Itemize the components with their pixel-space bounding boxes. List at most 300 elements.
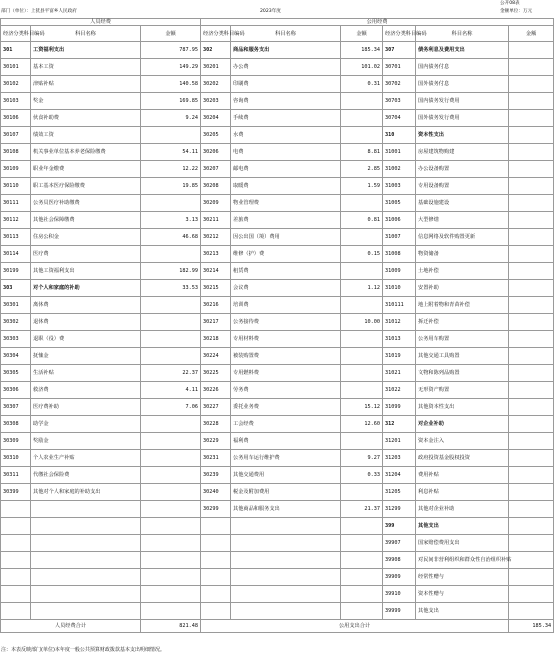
public-section-header: 公用经费 <box>201 19 554 26</box>
other-amount-cell <box>509 501 554 518</box>
personnel-code-cell: 30310 <box>1 450 31 467</box>
other-amount-cell <box>509 552 554 569</box>
personnel-code-cell: 30311 <box>1 467 31 484</box>
other-code-cell: 31021 <box>383 365 416 382</box>
goods-amount-cell: 0.81 <box>341 212 383 229</box>
personnel-amount-cell <box>141 246 201 263</box>
personnel-name-cell: 退休费 <box>31 314 141 331</box>
goods-amount-cell: 0.15 <box>341 246 383 263</box>
other-code-cell: 30701 <box>383 59 416 76</box>
personnel-code-cell <box>1 535 31 552</box>
other-name-cell: 大型修缮 <box>416 212 509 229</box>
goods-code-cell: 30231 <box>201 450 231 467</box>
goods-code-cell: 30204 <box>201 110 231 127</box>
goods-name-cell: 手续费 <box>231 110 341 127</box>
table-row <box>1 212 554 229</box>
goods-code-cell: 30205 <box>201 127 231 144</box>
personnel-name-cell: 医疗费 <box>31 246 141 263</box>
personnel-amount-cell <box>141 484 201 501</box>
col-header-amount: 金额 <box>141 26 201 42</box>
goods-amount-cell: 15.12 <box>341 399 383 416</box>
goods-code-cell: 30211 <box>201 212 231 229</box>
goods-code-cell <box>201 569 231 586</box>
goods-code-cell: 30227 <box>201 399 231 416</box>
other-code-cell: 31002 <box>383 161 416 178</box>
other-name-cell: 办公设备购置 <box>416 161 509 178</box>
other-amount-cell <box>509 467 554 484</box>
table-row <box>1 518 554 535</box>
personnel-amount-cell: 12.22 <box>141 161 201 178</box>
goods-code-cell <box>201 552 231 569</box>
other-amount-cell <box>509 59 554 76</box>
personnel-name-cell <box>31 603 141 620</box>
goods-amount-cell: 0.33 <box>341 467 383 484</box>
expenditure-table <box>0 18 554 633</box>
table-row <box>1 229 554 246</box>
personnel-amount-cell: 22.37 <box>141 365 201 382</box>
goods-code-cell: 30212 <box>201 229 231 246</box>
goods-code-cell: 30207 <box>201 161 231 178</box>
goods-amount-cell <box>341 535 383 552</box>
personnel-amount-cell <box>141 467 201 484</box>
table-row <box>1 484 554 501</box>
other-amount-cell <box>509 518 554 535</box>
personnel-name-cell: 对个人和家庭的补助 <box>31 280 141 297</box>
personnel-name-cell: 职工基本医疗保险缴费 <box>31 178 141 195</box>
other-name-cell: 国外债务发行费用 <box>416 110 509 127</box>
other-code-cell: 31005 <box>383 195 416 212</box>
other-code-cell: 310 <box>383 127 416 144</box>
personnel-amount-cell <box>141 552 201 569</box>
goods-amount-cell <box>341 263 383 280</box>
other-name-cell: 资本金注入 <box>416 433 509 450</box>
goods-code-cell: 30229 <box>201 433 231 450</box>
personnel-amount-cell <box>141 603 201 620</box>
goods-amount-cell: 2.85 <box>341 161 383 178</box>
goods-code-cell: 30218 <box>201 331 231 348</box>
goods-name-cell: 物业管理费 <box>231 195 341 212</box>
goods-name-cell: 维修（护）费 <box>231 246 341 263</box>
personnel-name-cell: 基本工资 <box>31 59 141 76</box>
personnel-name-cell: 离休费 <box>31 297 141 314</box>
goods-name-cell: 邮电费 <box>231 161 341 178</box>
col-header-name: 科目名称 <box>416 26 509 42</box>
other-name-cell: 地上附着物和青苗补偿 <box>416 297 509 314</box>
table-row <box>1 569 554 586</box>
goods-name-cell: 商品和服务支出 <box>231 42 341 59</box>
personnel-amount-cell: 3.13 <box>141 212 201 229</box>
goods-amount-cell: 9.27 <box>341 450 383 467</box>
other-code-cell: 39909 <box>383 569 416 586</box>
personnel-amount-cell <box>141 518 201 535</box>
personnel-amount-cell <box>141 348 201 365</box>
personnel-amount-cell <box>141 127 201 144</box>
goods-code-cell: 30228 <box>201 416 231 433</box>
personnel-name-cell: 职业年金缴费 <box>31 161 141 178</box>
personnel-amount-cell <box>141 569 201 586</box>
table-row <box>1 552 554 569</box>
table-row <box>1 110 554 127</box>
other-name-cell: 物资储备 <box>416 246 509 263</box>
goods-code-cell: 30213 <box>201 246 231 263</box>
table-row <box>1 144 554 161</box>
personnel-code-cell: 30309 <box>1 433 31 450</box>
department-label: 部门（单位）：上犹县平富乡人民政府 <box>1 9 77 14</box>
goods-amount-cell: 1.59 <box>341 178 383 195</box>
other-name-cell: 对企业补助 <box>416 416 509 433</box>
table-row <box>1 246 554 263</box>
other-amount-cell <box>509 297 554 314</box>
other-amount-cell <box>509 161 554 178</box>
personnel-name-cell: 公务员医疗补助缴费 <box>31 195 141 212</box>
other-amount-cell <box>509 535 554 552</box>
other-name-cell: 土地补偿 <box>416 263 509 280</box>
personnel-code-cell: 30199 <box>1 263 31 280</box>
other-code-cell: 31022 <box>383 382 416 399</box>
goods-amount-cell <box>341 348 383 365</box>
personnel-name-cell: 奖金 <box>31 93 141 110</box>
other-code-cell: 31019 <box>383 348 416 365</box>
col-header-name: 科目名称 <box>231 26 341 42</box>
goods-code-cell: 30217 <box>201 314 231 331</box>
goods-name-cell: 专用燃料费 <box>231 365 341 382</box>
other-name-cell: 文物和陈列品购置 <box>416 365 509 382</box>
other-code-cell: 31010 <box>383 280 416 297</box>
personnel-name-cell: 其他工资福利支出 <box>31 263 141 280</box>
other-name-cell: 其他对企业补助 <box>416 501 509 518</box>
goods-amount-cell <box>341 518 383 535</box>
goods-amount-cell <box>341 603 383 620</box>
other-code-cell: 30702 <box>383 76 416 93</box>
other-name-cell: 国内债务发行费用 <box>416 93 509 110</box>
other-name-cell: 资本性赠与 <box>416 586 509 603</box>
goods-amount-cell <box>341 586 383 603</box>
table-row <box>1 93 554 110</box>
goods-amount-cell: 101.02 <box>341 59 383 76</box>
personnel-code-cell: 301 <box>1 42 31 59</box>
other-name-cell: 其他资本性支出 <box>416 399 509 416</box>
personnel-code-cell: 30113 <box>1 229 31 246</box>
personnel-code-cell <box>1 552 31 569</box>
other-amount-cell <box>509 280 554 297</box>
goods-code-cell: 30202 <box>201 76 231 93</box>
personnel-name-cell: 工资福利支出 <box>31 42 141 59</box>
table-row <box>1 603 554 620</box>
goods-code-cell: 30224 <box>201 348 231 365</box>
personnel-name-cell: 津贴补贴 <box>31 76 141 93</box>
other-name-cell: 国内债务付息 <box>416 59 509 76</box>
other-code-cell: 31007 <box>383 229 416 246</box>
goods-code-cell <box>201 518 231 535</box>
other-name-cell: 安置补助 <box>416 280 509 297</box>
other-code-cell: 31099 <box>383 399 416 416</box>
personnel-name-cell: 代缴社会保险费 <box>31 467 141 484</box>
other-name-cell: 其他支出 <box>416 518 509 535</box>
other-amount-cell <box>509 331 554 348</box>
other-amount-cell <box>509 450 554 467</box>
goods-amount-cell <box>341 382 383 399</box>
other-code-cell: 31009 <box>383 263 416 280</box>
other-name-cell: 经常性赠与 <box>416 569 509 586</box>
table-row <box>1 59 554 76</box>
goods-amount-cell <box>341 297 383 314</box>
goods-code-cell: 30203 <box>201 93 231 110</box>
other-code-cell: 31006 <box>383 212 416 229</box>
report-year: 2023年度 <box>260 9 281 14</box>
table-row <box>1 399 554 416</box>
personnel-amount-cell: 182.99 <box>141 263 201 280</box>
personnel-total-label: 人员经费合计 <box>1 620 141 633</box>
other-code-cell: 31008 <box>383 246 416 263</box>
goods-code-cell: 30206 <box>201 144 231 161</box>
goods-amount-cell: 0.31 <box>341 76 383 93</box>
other-code-cell: 31205 <box>383 484 416 501</box>
personnel-name-cell <box>31 518 141 535</box>
other-code-cell: 310111 <box>383 297 416 314</box>
personnel-code-cell: 303 <box>1 280 31 297</box>
goods-name-cell: 培训费 <box>231 297 341 314</box>
goods-amount-cell: 21.37 <box>341 501 383 518</box>
other-amount-cell <box>509 195 554 212</box>
personnel-code-cell <box>1 586 31 603</box>
goods-name-cell: 其他商品和服务支出 <box>231 501 341 518</box>
goods-code-cell <box>201 535 231 552</box>
personnel-name-cell: 伙食补助费 <box>31 110 141 127</box>
table-row <box>1 127 554 144</box>
personnel-code-cell: 30111 <box>1 195 31 212</box>
personnel-code-cell: 30301 <box>1 297 31 314</box>
other-amount-cell <box>509 93 554 110</box>
table-row <box>1 297 554 314</box>
personnel-code-cell: 30107 <box>1 127 31 144</box>
personnel-amount-cell <box>141 501 201 518</box>
table-row <box>1 450 554 467</box>
goods-name-cell: 税金及附加费用 <box>231 484 341 501</box>
goods-name-cell: 差旅费 <box>231 212 341 229</box>
goods-name-cell <box>231 586 341 603</box>
personnel-total-value: 821.48 <box>141 620 201 633</box>
goods-code-cell: 30225 <box>201 365 231 382</box>
personnel-code-cell: 30109 <box>1 161 31 178</box>
goods-code-cell: 30214 <box>201 263 231 280</box>
table-row <box>1 348 554 365</box>
goods-name-cell: 因公出国（境）费用 <box>231 229 341 246</box>
goods-name-cell: 公务用车运行维护费 <box>231 450 341 467</box>
personnel-code-cell <box>1 518 31 535</box>
personnel-name-cell: 机关事业单位基本养老保险缴费 <box>31 144 141 161</box>
public-total-value: 185.34 <box>509 620 554 633</box>
personnel-code-cell: 30106 <box>1 110 31 127</box>
other-name-cell: 资本性支出 <box>416 127 509 144</box>
goods-code-cell: 30215 <box>201 280 231 297</box>
goods-amount-cell <box>341 127 383 144</box>
personnel-amount-cell <box>141 586 201 603</box>
other-amount-cell <box>509 144 554 161</box>
table-row <box>1 76 554 93</box>
other-code-cell: 31204 <box>383 467 416 484</box>
goods-code-cell: 30226 <box>201 382 231 399</box>
other-amount-cell <box>509 212 554 229</box>
goods-name-cell <box>231 518 341 535</box>
goods-amount-cell <box>341 484 383 501</box>
other-amount-cell <box>509 246 554 263</box>
goods-code-cell: 30208 <box>201 178 231 195</box>
goods-amount-cell: 185.34 <box>341 42 383 59</box>
personnel-amount-cell: 149.29 <box>141 59 201 76</box>
table-row <box>1 178 554 195</box>
goods-amount-cell <box>341 552 383 569</box>
personnel-code-cell <box>1 569 31 586</box>
other-name-cell: 公务用车购置 <box>416 331 509 348</box>
other-amount-cell <box>509 365 554 382</box>
other-code-cell: 399 <box>383 518 416 535</box>
table-row <box>1 161 554 178</box>
table-row <box>1 433 554 450</box>
other-amount-cell <box>509 416 554 433</box>
other-name-cell: 国家赔偿费用支出 <box>416 535 509 552</box>
other-amount-cell <box>509 263 554 280</box>
personnel-code-cell: 30304 <box>1 348 31 365</box>
goods-amount-cell <box>341 229 383 246</box>
personnel-name-cell <box>31 569 141 586</box>
other-name-cell: 其他交通工具购置 <box>416 348 509 365</box>
other-amount-cell <box>509 76 554 93</box>
personnel-amount-cell: 46.68 <box>141 229 201 246</box>
other-name-cell: 利息补贴 <box>416 484 509 501</box>
personnel-amount-cell: 787.95 <box>141 42 201 59</box>
amount-unit: 金额单位：万元 <box>500 9 533 14</box>
goods-name-cell: 公务接待费 <box>231 314 341 331</box>
personnel-name-cell <box>31 552 141 569</box>
goods-name-cell: 被装购置费 <box>231 348 341 365</box>
other-name-cell: 基础设施建设 <box>416 195 509 212</box>
other-name-cell: 债务利息及费用支出 <box>416 42 509 59</box>
personnel-code-cell: 30303 <box>1 331 31 348</box>
goods-name-cell: 办公费 <box>231 59 341 76</box>
personnel-amount-cell <box>141 314 201 331</box>
personnel-code-cell: 30102 <box>1 76 31 93</box>
personnel-amount-cell: 19.85 <box>141 178 201 195</box>
goods-amount-cell <box>341 93 383 110</box>
goods-code-cell: 30240 <box>201 484 231 501</box>
personnel-name-cell: 退职（役）费 <box>31 331 141 348</box>
personnel-amount-cell: 4.11 <box>141 382 201 399</box>
goods-name-cell: 电费 <box>231 144 341 161</box>
personnel-code-cell: 30308 <box>1 416 31 433</box>
other-name-cell: 对民间非营利组织和群众性自治组织补贴 <box>416 552 509 569</box>
personnel-code-cell: 30302 <box>1 314 31 331</box>
other-amount-cell <box>509 178 554 195</box>
goods-code-cell: 30239 <box>201 467 231 484</box>
personnel-name-cell: 医疗费补助 <box>31 399 141 416</box>
personnel-code-cell <box>1 603 31 620</box>
personnel-name-cell: 其他对个人和家庭的补助支出 <box>31 484 141 501</box>
personnel-code-cell <box>1 501 31 518</box>
personnel-amount-cell: 54.11 <box>141 144 201 161</box>
personnel-code-cell: 30110 <box>1 178 31 195</box>
personnel-code-cell: 30399 <box>1 484 31 501</box>
table-row <box>1 501 554 518</box>
other-name-cell: 政府投资基金股权投资 <box>416 450 509 467</box>
other-amount-cell <box>509 484 554 501</box>
other-amount-cell <box>509 433 554 450</box>
goods-name-cell <box>231 603 341 620</box>
goods-amount-cell <box>341 331 383 348</box>
other-code-cell: 31299 <box>383 501 416 518</box>
other-name-cell: 无形资产购置 <box>416 382 509 399</box>
personnel-code-cell: 30305 <box>1 365 31 382</box>
other-amount-cell <box>509 229 554 246</box>
goods-name-cell: 取暖费 <box>231 178 341 195</box>
personnel-name-cell: 抚恤金 <box>31 348 141 365</box>
personnel-name-cell <box>31 501 141 518</box>
personnel-code-cell: 30307 <box>1 399 31 416</box>
table-row <box>1 365 554 382</box>
other-code-cell: 39908 <box>383 552 416 569</box>
table-row <box>1 42 554 59</box>
personnel-amount-cell <box>141 433 201 450</box>
table-row <box>1 263 554 280</box>
goods-amount-cell <box>341 569 383 586</box>
personnel-name-cell: 奖励金 <box>31 433 141 450</box>
table-row <box>1 416 554 433</box>
goods-amount-cell <box>341 110 383 127</box>
other-code-cell: 39910 <box>383 586 416 603</box>
goods-name-cell <box>231 569 341 586</box>
personnel-amount-cell: 7.06 <box>141 399 201 416</box>
other-code-cell: 31203 <box>383 450 416 467</box>
public-total-label: 公用支出合计 <box>201 620 509 633</box>
other-code-cell: 31201 <box>383 433 416 450</box>
other-name-cell: 信息网络及软件购置更新 <box>416 229 509 246</box>
goods-code-cell <box>201 586 231 603</box>
goods-name-cell: 水费 <box>231 127 341 144</box>
personnel-code-cell: 30108 <box>1 144 31 161</box>
personnel-amount-cell: 169.85 <box>141 93 201 110</box>
personnel-amount-cell <box>141 535 201 552</box>
personnel-code-cell: 30101 <box>1 59 31 76</box>
goods-amount-cell <box>341 365 383 382</box>
personnel-name-cell: 助学金 <box>31 416 141 433</box>
personnel-amount-cell <box>141 416 201 433</box>
col-header-code: 经济分类科目编码 <box>383 26 416 42</box>
other-name-cell: 费用补贴 <box>416 467 509 484</box>
personnel-amount-cell <box>141 331 201 348</box>
personnel-code-cell: 30103 <box>1 93 31 110</box>
personnel-code-cell: 30306 <box>1 382 31 399</box>
personnel-name-cell: 个人农业生产补贴 <box>31 450 141 467</box>
goods-name-cell: 印刷费 <box>231 76 341 93</box>
personnel-amount-cell: 9.24 <box>141 110 201 127</box>
other-code-cell: 30703 <box>383 93 416 110</box>
other-name-cell: 专用设备购置 <box>416 178 509 195</box>
other-amount-cell <box>509 314 554 331</box>
goods-name-cell: 专用材料费 <box>231 331 341 348</box>
personnel-name-cell: 生活补贴 <box>31 365 141 382</box>
personnel-name-cell: 救济费 <box>31 382 141 399</box>
table-row <box>1 280 554 297</box>
personnel-name-cell <box>31 586 141 603</box>
other-amount-cell <box>509 348 554 365</box>
other-name-cell: 国外债务付息 <box>416 76 509 93</box>
other-name-cell: 房屋建筑物购建 <box>416 144 509 161</box>
other-amount-cell <box>509 399 554 416</box>
other-name-cell: 其他支出 <box>416 603 509 620</box>
other-amount-cell <box>509 42 554 59</box>
other-amount-cell <box>509 127 554 144</box>
other-amount-cell <box>509 110 554 127</box>
col-header-code: 经济分类科目编码 <box>1 26 31 42</box>
